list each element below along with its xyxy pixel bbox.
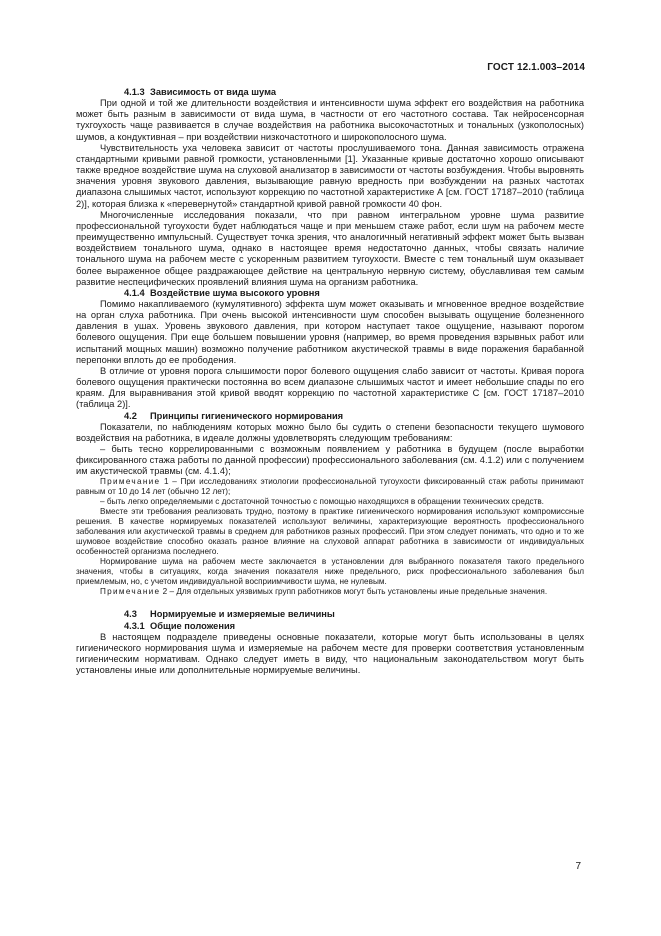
paragraph: Нормирование шума на рабочем месте заключается в установлении для выбранного показателя такого предельного значения, чтобы в ситуациях, когда значения показателя ниже предельного, риск профессионального заболевания был приемлемым, но, с учетом индивидуальной восприимчивости шума, не нулевым.	[76, 557, 584, 587]
heading-4-3	[76, 609, 584, 620]
heading-title: Нормируемые и измеряемые величины	[150, 609, 335, 620]
heading-title: Зависимость от вида шума	[150, 87, 277, 97]
heading-title: Общие положения	[150, 620, 236, 631]
heading-4-3-1	[76, 621, 584, 632]
heading-4-2	[76, 411, 584, 422]
paragraph: В отличие от уровня порога слышимости порог болевого ощущения слабо зависит от частоты. Кривая порога болевого ощущения практически постоянна во всем диапазоне слышимых частот и имеет небольшие спады по его краям. Для выравнивания этой кривой вводят коррекцию по частотной характеристике С [см. ГОСТ 17187–2010 (таблица 2)].	[76, 365, 584, 410]
heading-number: 4.3	[124, 609, 137, 620]
heading-title: Воздействие шума высокого уровня	[150, 287, 320, 298]
heading-number: 4.3.1	[124, 620, 145, 631]
page-content	[76, 87, 584, 676]
paragraph: Вместе эти требования реализовать трудно, поэтому в практике гигиенического нормирования используют компромиссные решения. В качестве нормируемых показателей используют величины, характеризующие вероятность профессионального заболевания или акустической травмы в среднем для работников разных профессий. При этом следует понимать, что одно и то же шумовое воздействие способно оказать разное влияние на слуховой аппарат работника в зависимости от индивидуальных особенностей организма последнего.	[76, 507, 584, 557]
paragraph: При одной и той же длительности воздействия и интенсивности шума эффект его воздействия на работника может быть разным в зависимости от вида шума, в частности от его частотного состава. Так нейросенсорная тухгоухость чаще развивается в случае воздействия на работника высокочастотных и тональных (узкополосных) шумов, а кондуктивная – при воздействии низкочастотного и широкополосного шума.	[76, 98, 584, 142]
paragraph: Многочисленные исследования показали, что при равном интегральном уровне шума развитие профессиональной тугоухости будет наблюдаться чаще и при меньшем стаже работ, если шум на рабочем месте преимущественно импульсный. Существует точка зрения, что аналогичный негативный эффект может быть вызван воздействием тонального шума, однако в настоящее время недостаточно данных, чтобы связать наличие тонального шума на рабочем месте с ускоренным развитием тугоухости. Вместе с тем тональный шум оказывает более выраженное общее раздражающее действие на центральную нервную систему, обуславливая тем самым развитие неспецифических проявлений влияния шума на организм работника.	[76, 209, 584, 287]
note-1	[76, 477, 584, 497]
note-text: 2 – Для отдельных уязвимых групп работников могут быть установлены иные предельные значения.	[160, 587, 548, 597]
note-text: 1 – При исследованиях этиологии профессиональной тугоухости фиксированный стаж работы принимают равным от 10 до 14 лет (обычно 12 лет);	[76, 477, 584, 497]
heading-4-1-4	[76, 288, 584, 299]
list-item: – быть тесно коррелированными с возможным появлением у работника в будущем (после выработки фиксированного стажа работы по данной профессии) профессионального заболевания (см. 4.1.2) или с получением им акустической травмы (см. 4.1.4);	[76, 444, 584, 477]
list-item: – быть легко определяемыми с достаточной точностью с помощью находящихся в обращении технических средств.	[100, 497, 544, 507]
paragraph: В настоящем подразделе приведены основные показатели, которые могут быть использованы в целях гигиенического нормирования шума и измеряемые на рабочем месте для проверки соответствия установленным гигиеническим нормативам. Однако следует иметь в виду, что национальным законодательством могут быть установлены иные или дополнительные нормируемые величины.	[76, 631, 584, 676]
heading-title: Принципы гигиенического нормирования	[150, 410, 344, 421]
heading-number: 4.2	[124, 410, 137, 421]
page-number: 7	[575, 861, 581, 872]
heading-number: 4.1.4	[124, 287, 145, 298]
paragraph: Чувствительность уха человека зависит от частоты прослушиваемого тона. Данная зависимость отражена стандартными кривыми равной громкости, установленными [1]. Указанные кривые достаточно хорошо описывают также вредное воздействие шума на слуховой анализатор в зависимости от частоты возбуждения. Чтобы выровнять значения уровня звукового давления, вызывающие равную вредность при возбуждении на разных частотах диапазона слышимых частот, используют коррекцию по частотной характеристике А [см. ГОСТ 17187–2010 (таблица 2)], которая близка к «перевернутой» стандартной кривой равной громкости 40 фон.	[76, 142, 584, 209]
note-2	[76, 587, 584, 597]
heading-number: 4.1.3	[124, 87, 145, 97]
paragraph: Показатели, по наблюдениям которых можно было бы судить о степени безопасности текущего шумового воздействия на работника, в идеале должны удовлетворять следующим требованиям:	[76, 421, 584, 443]
paragraph: Помимо накапливаемого (кумулятивного) эффекта шум может оказывать и мгновенное вредное воздействие на орган слуха работника. При очень высокой интенсивности шум способен вызывать ощущение болезненного давления в ушах. Уровень звукового давления, при котором наступает такое ощущение, называют порогом болевого ощущения. При еще большем повышении уровня (например, во время проведения взрывных работ или испытаний мощных машин) возможно получение работником акустической травмы в виде поражения барабанной перепонки вплоть до ее прободения.	[76, 298, 584, 365]
note-label: Примечание	[100, 587, 161, 597]
note-label: Примечание	[100, 477, 161, 487]
document-header: ГОСТ 12.1.003–2014	[487, 62, 585, 73]
heading-4-1-3	[76, 87, 584, 98]
